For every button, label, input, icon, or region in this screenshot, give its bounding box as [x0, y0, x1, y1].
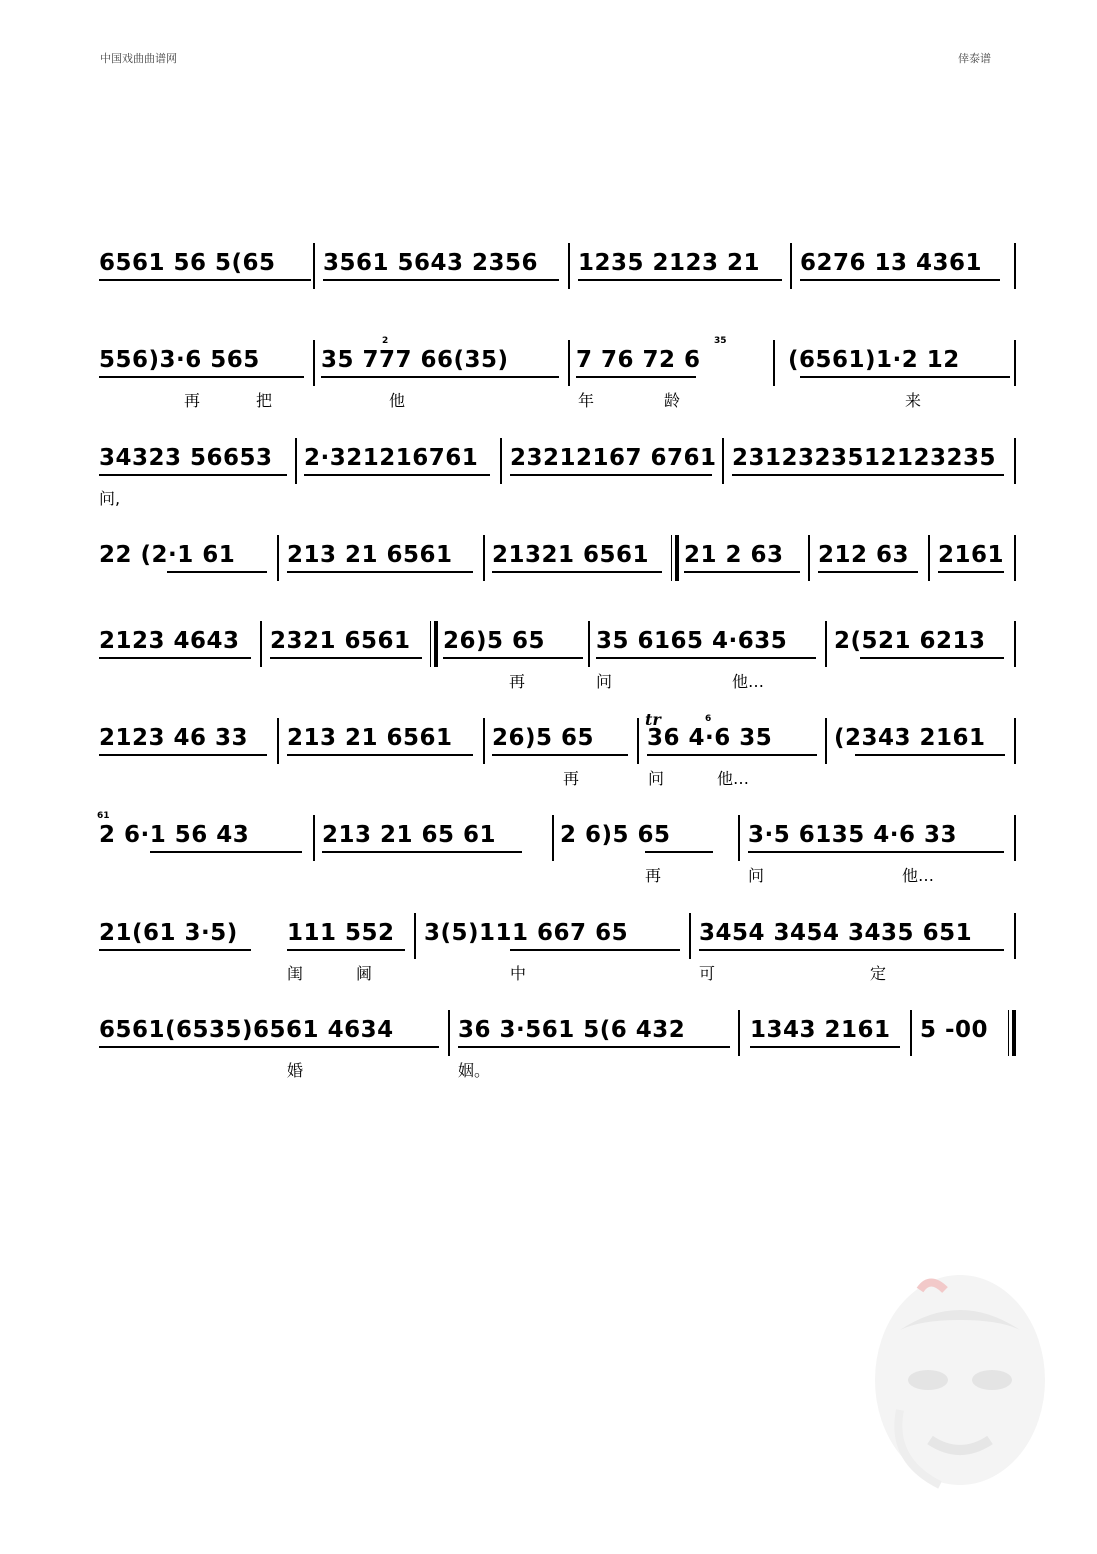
lyric: 把	[256, 391, 273, 410]
barline	[1014, 621, 1016, 667]
measure-6-5: (2343 2161	[834, 725, 986, 751]
barline	[552, 815, 554, 861]
barline	[738, 815, 740, 861]
lyric: 他	[389, 391, 406, 410]
lyric: 中	[510, 964, 527, 983]
score-line-2	[0, 336, 1097, 430]
transcriber-credit: 倖泰谱	[958, 52, 991, 65]
barline	[313, 243, 315, 289]
lyric: 闺	[287, 964, 304, 983]
lyric: 可	[699, 964, 716, 983]
measure-6-1: 2123 46 33	[99, 725, 249, 751]
beam	[699, 949, 1004, 951]
measure-6-4: 36 4·6 35	[647, 725, 773, 751]
site-name: 中国戏曲曲谱网	[100, 52, 177, 65]
barline	[1014, 718, 1016, 764]
score-line-8	[0, 913, 1097, 1003]
measure-3-4: 2312323512123235	[732, 445, 997, 471]
barline	[790, 243, 792, 289]
beam	[800, 376, 1010, 378]
measure-5-3: 26)5 65	[443, 628, 546, 654]
measure-6-3: 26)5 65	[492, 725, 595, 751]
measure-7-4: 3·5 6135 4·6 33	[748, 822, 958, 848]
barline	[448, 1010, 450, 1056]
lyric: 他…	[732, 672, 765, 691]
lyric: 年	[578, 391, 595, 410]
beam	[750, 1046, 900, 1048]
measure-4-1: 22 (2·1 61	[99, 542, 236, 568]
barline	[1014, 243, 1016, 289]
beam	[860, 657, 1004, 659]
measure-1-1: 6561 56 5(65	[99, 250, 276, 276]
barline	[910, 1010, 912, 1056]
measure-3-3: 23212167 6761	[510, 445, 717, 471]
beam	[732, 474, 1004, 476]
barline	[738, 1010, 740, 1056]
barline	[295, 438, 297, 484]
beam	[287, 754, 473, 756]
barline	[568, 243, 570, 289]
beam	[684, 571, 800, 573]
beam	[99, 949, 251, 951]
barline	[414, 913, 416, 959]
lyric: 问	[648, 769, 665, 788]
beam	[99, 1046, 439, 1048]
barline	[483, 535, 485, 581]
beam	[321, 376, 559, 378]
beam	[647, 754, 817, 756]
beam	[99, 279, 311, 281]
grace-note: 35	[714, 336, 727, 346]
trill-mark: tr	[645, 710, 661, 729]
barline	[1014, 815, 1016, 861]
measure-2-4: (6561)1·2 12	[788, 347, 960, 373]
measure-5-2: 2321 6561	[270, 628, 411, 654]
barline	[313, 815, 315, 861]
beam	[99, 657, 251, 659]
measure-5-5: 2(521 6213	[834, 628, 986, 654]
measure-8-4: 3454 3454 3435 651	[699, 920, 973, 946]
measure-8-1: 21(61 3·5)	[99, 920, 238, 946]
measure-6-2: 213 21 6561	[287, 725, 453, 751]
measure-1-3: 1235 2123 21	[578, 250, 761, 276]
beam	[99, 754, 267, 756]
repeat-barline	[675, 535, 679, 581]
barline	[277, 718, 279, 764]
lyric: 问,	[99, 489, 121, 508]
repeat-barline	[430, 621, 431, 667]
barline	[1014, 913, 1016, 959]
lyric: 问	[748, 866, 765, 885]
repeat-barline	[671, 535, 672, 581]
lyric: 再	[645, 866, 662, 885]
opera-mask-watermark	[860, 1270, 1050, 1500]
measure-9-2: 36 3·561 5(6 432	[458, 1017, 686, 1043]
beam	[99, 376, 304, 378]
beam	[322, 851, 522, 853]
lyric: 龄	[664, 391, 681, 410]
lyric: 婚	[287, 1061, 304, 1080]
lyric: 再	[184, 391, 201, 410]
lyric: 他…	[717, 769, 750, 788]
barline	[588, 621, 590, 667]
beam	[287, 571, 473, 573]
barline	[1014, 340, 1016, 386]
score-line-1	[0, 243, 1097, 333]
beam	[99, 474, 287, 476]
measure-1-2: 3561 5643 2356	[323, 250, 539, 276]
score-line-6	[0, 710, 1097, 808]
beam	[645, 851, 713, 853]
barline	[483, 718, 485, 764]
barline	[1014, 438, 1016, 484]
beam	[748, 851, 1004, 853]
beam	[492, 754, 628, 756]
measure-9-3: 1343 2161	[750, 1017, 891, 1043]
barline	[928, 535, 930, 581]
barline	[500, 438, 502, 484]
measure-3-1: 34323 56653	[99, 445, 273, 471]
barline	[568, 340, 570, 386]
measure-9-4: 5 -00	[920, 1017, 989, 1043]
measure-4-5: 212 63	[818, 542, 910, 568]
barline	[260, 621, 262, 667]
barline	[313, 340, 315, 386]
measure-2-2: 35 777 66(35)	[321, 347, 509, 373]
measure-8-3: 3(5)111 667 65	[424, 920, 629, 946]
measure-8-2: 111 552	[287, 920, 395, 946]
score-line-4	[0, 535, 1097, 625]
beam	[323, 279, 559, 281]
barline	[825, 621, 827, 667]
measure-7-2: 213 21 65 61	[322, 822, 497, 848]
grace-note: 61	[97, 811, 110, 821]
score-line-5	[0, 621, 1097, 711]
beam	[167, 571, 267, 573]
measure-4-6: 2161	[938, 542, 1005, 568]
barline	[808, 535, 810, 581]
beam	[150, 851, 302, 853]
measure-5-4: 35 6165 4·635	[596, 628, 788, 654]
measure-3-2: 2·321216761	[304, 445, 479, 471]
grace-note: 6	[705, 714, 712, 724]
beam	[800, 279, 1000, 281]
beam	[855, 754, 1005, 756]
barline	[722, 438, 724, 484]
beam	[938, 571, 1004, 573]
beam	[576, 376, 696, 378]
barline	[1014, 535, 1016, 581]
barline	[689, 913, 691, 959]
beam	[287, 949, 405, 951]
final-barline	[1012, 1010, 1016, 1056]
measure-4-3: 21321 6561	[492, 542, 650, 568]
measure-7-3: 2 6)5 65	[560, 822, 671, 848]
measure-9-1: 6561(6535)6561 4634	[99, 1017, 394, 1043]
lyric: 问	[596, 672, 613, 691]
lyric: 再	[563, 769, 580, 788]
beam	[458, 1046, 730, 1048]
beam	[492, 571, 662, 573]
lyric: 来	[905, 391, 922, 410]
beam	[510, 474, 712, 476]
beam	[596, 657, 816, 659]
lyric: 定	[870, 964, 887, 983]
measure-1-4: 6276 13 4361	[800, 250, 983, 276]
beam	[443, 657, 583, 659]
barline	[277, 535, 279, 581]
beam	[578, 279, 782, 281]
repeat-barline	[434, 621, 438, 667]
measure-2-1: 556)3·6 565	[99, 347, 260, 373]
barline	[825, 718, 827, 764]
score-line-7	[0, 811, 1097, 905]
score-line-3	[0, 438, 1097, 528]
barline	[773, 340, 775, 386]
measure-7-1: 2 6·1 56 43	[99, 822, 250, 848]
barline	[637, 718, 639, 764]
lyric: 他…	[902, 866, 935, 885]
beam	[510, 949, 680, 951]
final-barline	[1008, 1010, 1009, 1056]
beam	[818, 571, 918, 573]
measure-4-2: 213 21 6561	[287, 542, 453, 568]
measure-4-4: 21 2 63	[684, 542, 784, 568]
beam	[270, 657, 422, 659]
measure-5-1: 2123 4643	[99, 628, 240, 654]
lyric: 再	[509, 672, 526, 691]
grace-note: 2	[382, 336, 389, 346]
lyric: 阃	[356, 964, 373, 983]
lyric: 姻。	[458, 1061, 491, 1080]
beam	[304, 474, 490, 476]
measure-2-3: 7 76 72 6	[576, 347, 701, 373]
score-line-9	[0, 1010, 1097, 1100]
